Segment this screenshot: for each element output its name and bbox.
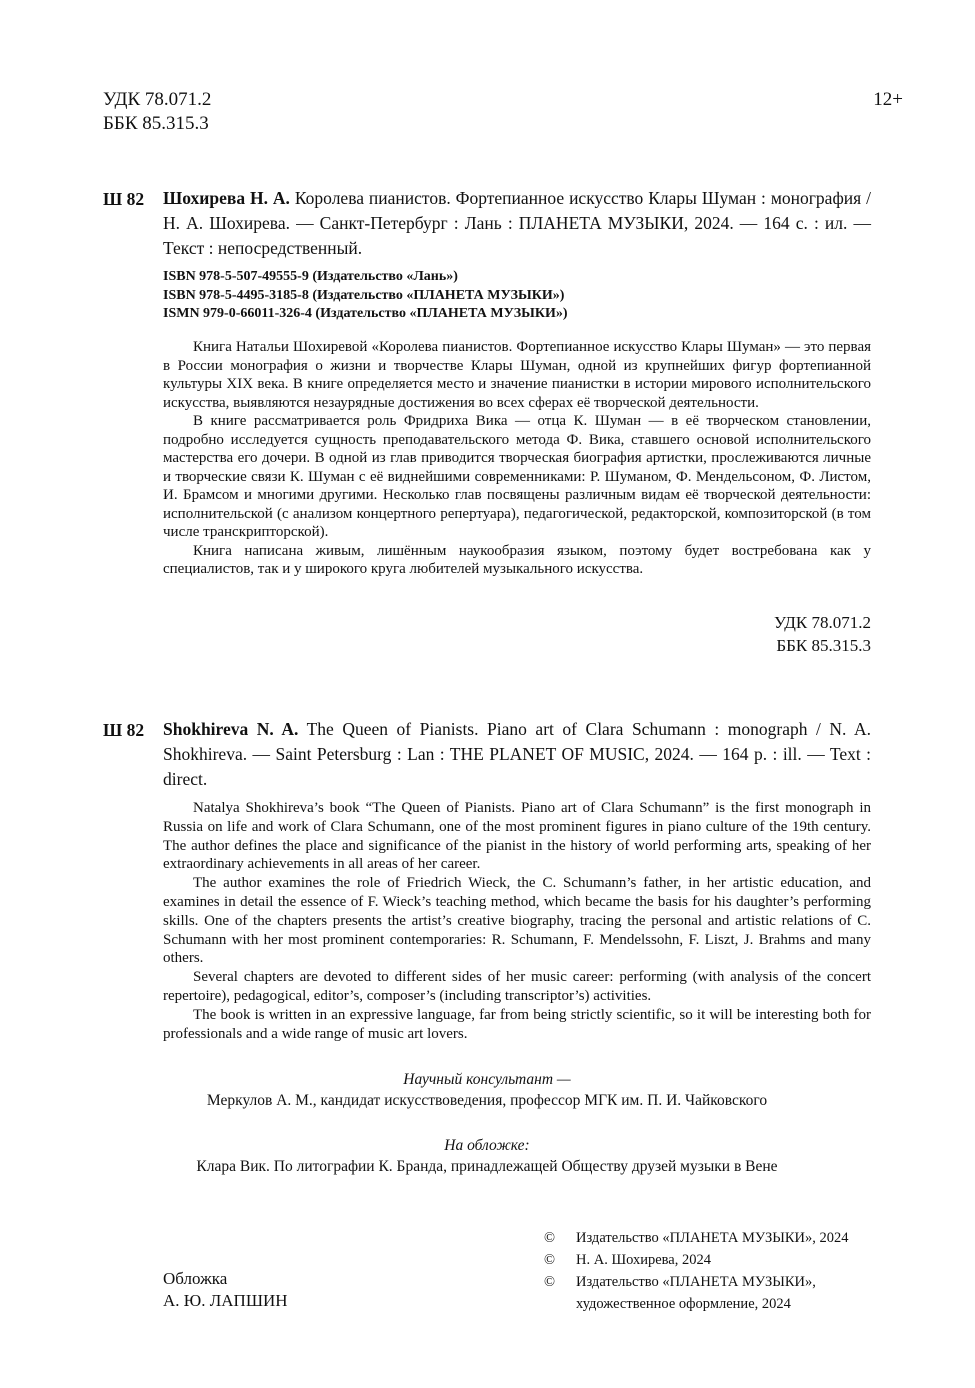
abstract-paragraph: Книга написана живым, лишённым наукообразия языком, поэтому будет востребована как у специалистов, так и у широкого круга любителей музыкального искусства. bbox=[163, 542, 871, 577]
ismn-line: ISMN 979-0-66011-326-4 (Издательство «ПЛАНЕТА МУЗЫКИ») bbox=[163, 306, 568, 321]
udk-code: УДК 78.071.2 bbox=[103, 89, 212, 110]
author-name: Shokhireva N. A. bbox=[163, 719, 299, 739]
copyright-icon: © bbox=[544, 1274, 556, 1290]
abstract-paragraph: Natalya Shokhireva’s book “The Queen of Pianists. Piano art of Clara Schumann” is the first monograph in Russia on life and work of Clara Schumann, one of the most prominent figures in piano culture of the 19th century. The author defines the place and significance of the pianist in the history of world performing arts, speaking of her extraordinary achievements in all areas of her career. bbox=[163, 800, 871, 873]
abstract-en bbox=[163, 799, 871, 1043]
copyright-icon: © bbox=[544, 1252, 556, 1268]
bbk-code: ББК 85.315.3 bbox=[103, 113, 209, 134]
cover-note-text: Клара Вик. По литографии К. Бранда, принадлежащей Обществу друзей музыки в Вене bbox=[196, 1158, 778, 1175]
abstract-paragraph: Several chapters are devoted to different sides of her music career: performing (with analysis of the concert repertoire), pedagogical, editor’s, composer’s (including transcriptor’s) activities. bbox=[163, 969, 871, 1004]
copyright-line: © Н. А. Шохирева, 2024 bbox=[544, 1249, 849, 1271]
consultant-label: Научный консультант — bbox=[403, 1071, 571, 1088]
abstract-paragraph: В книге рассматривается роль Фридриха Вика — отца К. Шуман — в её творческом становлении, подробно исследуется сущность преподавательского метода Ф. Вика, ставшего основой исполнительского мастерства его дочери. В одной из глав приводится творческая биография артистки, прослеживаются личные и творческие связи К. Шуман с её виднейшими современниками: Р. Шуманом, Ф. Мендельсоном, Ф. Листом, И. Брамсом и многими другими. Несколько глав посвящены различным видам её творческой деятельности: исполнительской (с анализом концертного репертуара), педагогической, редакторской, композиторской (в том числе транскрипторской). bbox=[163, 413, 871, 540]
abstract-ru bbox=[163, 338, 871, 579]
age-rating: 12+ bbox=[873, 89, 903, 110]
copyright-line: © Издательство «ПЛАНЕТА МУЗЫКИ», bbox=[544, 1271, 849, 1293]
bibliographic-description bbox=[163, 186, 871, 261]
cover-note bbox=[103, 1135, 871, 1177]
bbk-code: ББК 85.315.3 bbox=[776, 636, 871, 655]
udk-code: УДК 78.071.2 bbox=[773, 613, 871, 632]
author-mark: Ш 82 bbox=[103, 189, 145, 209]
copyright-continuation: художественное оформление, 2024 bbox=[576, 1296, 791, 1312]
cover-label: Обложка bbox=[163, 1269, 228, 1288]
cover-note-label: На обложке: bbox=[444, 1137, 530, 1154]
scientific-consultant bbox=[103, 1069, 871, 1111]
isbn-line: ISBN 978-5-507-49555-9 (Издательство «Лань») bbox=[163, 269, 458, 284]
author-mark: Ш 82 bbox=[103, 720, 145, 740]
cover-designer-name: А. Ю. ЛАПШИН bbox=[163, 1291, 288, 1310]
copyright-icon: © bbox=[544, 1230, 556, 1246]
bibliographic-description bbox=[163, 717, 871, 792]
abstract-paragraph: The book is written in an expressive language, far from being strictly scientific, so it will be interesting both for professionals and a wide range of music art lovers. bbox=[163, 1006, 871, 1042]
classification-codes-right bbox=[774, 611, 871, 657]
copyright-line: © Издательство «ПЛАНЕТА МУЗЫКИ», 2024 bbox=[544, 1227, 849, 1249]
abstract-paragraph: Книга Натальи Шохиревой «Королева пианистов. Фортепианное искусство Клары Шуман» — это первая в России монография о жизни и творчестве Клары Шуман, одной из крупнейших фигур фортепианной культуры XIX века. В книге определяется место и значение пианистки в истории мирового исполнительского искусства, выявляются незаурядные достижения во всех сферах её творческой деятельности. bbox=[163, 339, 871, 411]
classification-codes bbox=[103, 88, 211, 136]
isbn-list bbox=[163, 268, 568, 324]
description-text: Королева пианистов. Фортепианное искусство Клары Шуман : монография / Н. А. Шохирева. — Санкт-Петербург : Лань : ПЛАНЕТА МУЗЫКИ, 2024. — 164 с. : ил. — Текст : непосредственный. bbox=[163, 188, 871, 258]
description-text: The Queen of Pianists. Piano art of Clara Schumann : monograph / N. A. Shokhireva. — Saint Petersburg : Lan : THE PLANET OF MUSIC, 2024. — 164 p. : ill. — Text : direct. bbox=[163, 719, 871, 789]
author-name: Шохирева Н. А. bbox=[163, 188, 290, 208]
isbn-line: ISBN 978-5-4495-3185-8 (Издательство «ПЛАНЕТА МУЗЫКИ») bbox=[163, 287, 565, 303]
catalog-entry-ru bbox=[103, 186, 871, 261]
catalog-entry-en bbox=[103, 717, 871, 792]
abstract-paragraph: The author examines the role of Friedrich Wieck, the C. Schumann’s father, in her artistic education, and examines in detail the essence of F. Wieck’s teaching method, which became the basis for his daughter’s performing skills. One of the chapters presents the artist’s creative biography, tracing the personal and artistic relations of C. Schumann with her most prominent contemporaries: R. Schumann, F. Mendelssohn, F. Liszt, J. Brahms and many others. bbox=[163, 875, 871, 967]
consultant-name: Меркулов А. М., кандидат искусствоведения, профессор МГК им. П. И. Чайковского bbox=[206, 1092, 768, 1109]
cover-designer-credit bbox=[163, 1268, 288, 1312]
copyright-block bbox=[544, 1227, 849, 1315]
